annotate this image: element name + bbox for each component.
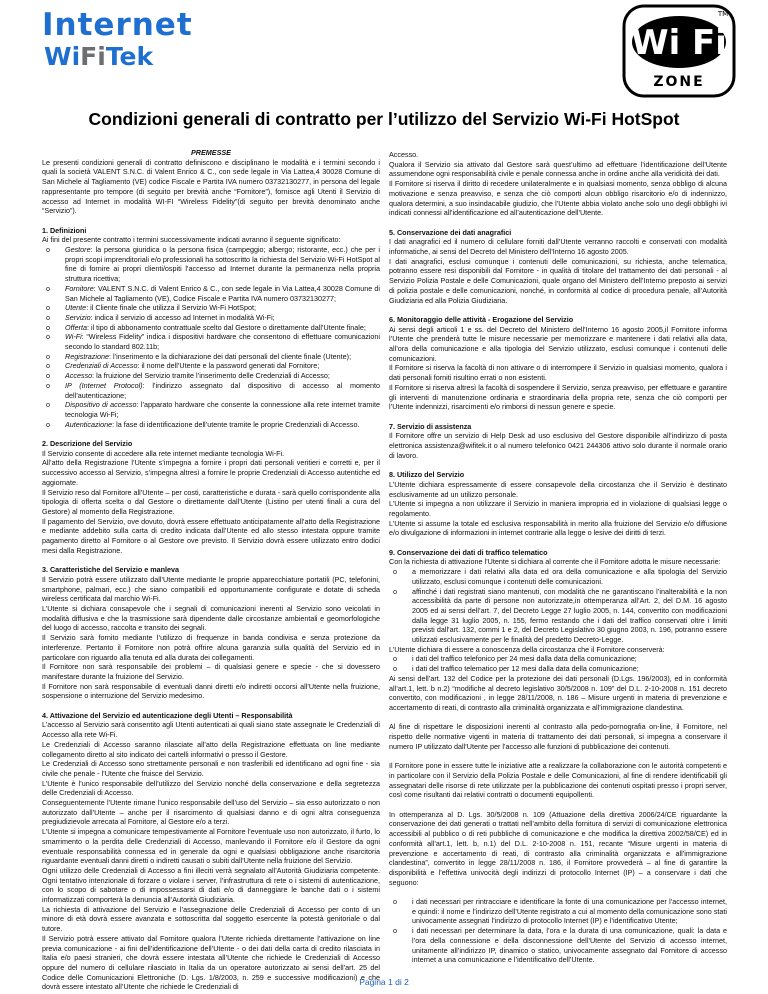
definition-item: o Gestore: la persona giuridica o la persona fisica (campeggio; albergo; ristorante, ecc.) che per i propri scopi imprenditoriali e/o professionali ha sottoscritto la richiesta del Servizio Wi-Fi HotSpot al fine di fornire ai propri clienti/ospiti l’accesso ad Internet durante la permanenza nella propria struttura ricettiva;: [65, 245, 380, 284]
paragraph-pedo-pornografia: Al fine di rispettare le disposizioni inerenti al contrasto alla pedo-pornografia on-line, il Fornitore, nel rispetto delle normative vigenti in materia di trattamento dei dati personali, si impegna a conservare il numero IP utilizzato dall’Utente per l’accesso alle funzioni di pubblicazione dei contenuti.: [389, 722, 727, 751]
section-9-retention-list: [389, 654, 727, 673]
definition-item: o Accesso: la fruizione del Servizio tramite l’inserimento delle Credenziali di Accesso;: [65, 371, 380, 381]
logo-tek: Tek: [105, 42, 154, 71]
premesse-text: Le presenti condizioni generali di contratto definiscono e disciplinano le modalità e i termini secondo i quali la società VALENT S.N.C. di Valent Enrico & C., con sede legale in Via Lattea,4 30028 Comune di San Michele al Tagliamento (VE) codice Fiscale e Partita IVA numero 03732130277, in persona del legale rappresentante pro tempore (di seguito per brevità anche “Fornitore”), fornisce agli Utenti il Servizio di accesso ad Internet in modalità WI-FI “Wireless Fidelity”(di seguito per brevità denominato anche “Servizio”).: [42, 157, 380, 216]
list-item: o i dati necessari per determinare la data, l’ora e la durata di una comunicazione, quali: la data e l’ora della connessione e della disconnessione dell’Utente del Servizio di accesso internet, unitamente all’indirizzo IP, dinamico o statico, univocamente assegnato dal Fornitore di accesso internet a una comunicazione e l’identificativo dell’Utente.: [412, 926, 727, 965]
section-9-intro: Con la richiesta di attivazione l’Utente si dichiara al corrente che il Fornitore adotta le misure necessarie:: [389, 557, 721, 567]
section-4-continued: Accesso. Qualora il Servizio sia attivato dal Gestore sarà quest’ultimo ad effettuare l’identificazione dell’Utente assumendone ogni responsabilità civile e penale connessa anche in ordine anche alla veridicità dei dati. Il Fornitore si riserva il diritto di recedere unilateralmente e in qualsiasi momento, senza obbligo di alcuna motivazione e senza preavviso, e senza che ciò comporti alcun obbligo risarcitorio e/o di indennizzo, qualora determini, a suo insindacabile giudizio, che l’Utente abbia violato anche solo uno degli obblighi ivi indicati connessi all’identificazione ed all’autenticazione dell’Utente.: [389, 150, 727, 218]
left-column: [42, 148, 380, 992]
section-3-heading: 3. Caratteristiche del Servizio e manleva: [42, 565, 180, 575]
section-4-text: L’accesso al Servizio sarà consentito agli Utenti autenticati ai quali siano state assegnate le Credenziali di Accesso alla rete Wi-Fi. Le Credenziali di Accesso saranno rilasciate all’atto della Registrazione effettuata on line mediante collegamento diretto al sito indicato dei cartelli informativi o presso il Gestore. Le Credenziali di Accesso sono strettamente personali e non trasferibili ed identificano ad ogni fine - sia civile che penale - l’Utente che fruisce del Servizio. L’Utente è l’unico responsabile dell’utilizzo del Servizio nonché della conservazione e della segretezza delle Credenziali di Accesso. Conseguentemente l’Utente rimane l’unico responsabile dell’uso del Servizio – sia esso autorizzato o non autorizzato dall’Utente – anche per il risarcimento di qualsiasi danno e di ogni altra conseguenza pregiudizievole arrecata al Fornitore, al Gestore e/o a terzi. L’Utente si impegna a comunicare tempestivamente al Fornitore l’eventuale uso non autorizzato, il furto, lo smarrimento o la perdita delle Credenziali di Accesso, manlevando il Fornitore e/o il Gestore da ogni eventuale responsabilità connessa ed in generale da ogni e qualsiasi obbligazione anche risarcitoria riguardante eventuali danni diretti o indiretti causati o subiti dall’Utente nella fruizione del Servizio. Ogni utilizzo delle Credenziali di Accesso a fini illeciti verrà segnalato all’Autorità Giudiziaria competente. Ogni tentativo intenzionale di forzare o violare i server, l’infrastruttura di rete o i sistemi di autenticazione, con lo scopo di sabotare o di impossessarsi di dati e/o di danneggiare le banche dati o i sistemi informatizzati comporterà la denuncia all’Autorità Giudiziaria. La richiesta di attivazione del Servizio e l’assegnazione delle Credenziali di Accesso per conto di un minore di età dovrà essere avanzata e sottoscritta dal soggetto esercente la potestà genitoriale o dal tutore. Il Servizio potrà essere attivato dal Fornitore qualora l’Utente richieda direttamente l’attivazione on line previa comunicazione - ai fini dell’identificazione dell’Utente - o dei dati della carta di credito rilasciata in Italia e/o paesi stranieri, che dovrà essere intestata all’Utente che richiede le Credenziali di Accesso oppure del numero di cellulare rilasciato in Italia da un operatore autorizzato ai sensi dell’art. 25 del Codice delle Comunicazioni Elettroniche (D. Lgs. 1/8/2003, n. 259 e successive modificazioni) e che dovrà essere intestato all’Utente che richiede le Credenziali di: [42, 720, 380, 992]
section-7-text: Il Fornitore offre un servizio di Help Desk ad uso esclusivo del Gestore disponibile all’indirizzo di posta elettronica assistenza@wifitek.it o al numero telefonico 0421 244306 attivo solo durante il normale orario di lavoro.: [389, 431, 727, 460]
definition-item: o IP (Internet Protocol): l’indirizzo assegnato dal dispositivo di accesso al momento dell’autenticazione;: [65, 381, 380, 400]
definition-item: o Servizio: indica il servizio di accesso ad Internet in modalità Wi-Fi;: [65, 313, 380, 323]
right-column: [389, 150, 727, 965]
definition-item: o Fornitore: VALENT S.N.C. di Valent Enrico & C., con sede legale in Via Lattea,4 30028 Comune di San Michele al Tagliamento (VE), Codice Fiscale e Partita IVA numero 03732130277;: [65, 284, 380, 303]
definition-item: o Dispositivo di accesso: l’apparato hardware che consente la connessione alla rete internet tramite tecnologia Wi-Fi;: [65, 400, 380, 419]
logo-fi: Fi: [80, 42, 106, 71]
definition-item: o Registrazione: l’inserimento e la dichiarazione dei dati personali del cliente finale (Utente);: [65, 352, 380, 362]
list-item: o i dati del traffico telematico per 12 mesi dalla data della comunicazione;: [412, 664, 727, 674]
wifi-zone-badge-icon: [620, 2, 738, 100]
definitions-list: [42, 245, 380, 429]
logo-wi: Wi: [44, 42, 81, 71]
section-1-heading: 1. Definizioni: [42, 225, 87, 235]
section-1-intro: Ai fini del presente contratto i termini successivamente indicati avranno il seguente significato:: [42, 235, 341, 245]
page-number: Pagina 1 di 2: [359, 977, 409, 987]
section-2-heading: 2. Descrizione del Servizio: [42, 439, 133, 449]
page-header: [0, 0, 768, 100]
list-item: o affinché i dati registrati siano mantenuti, con modalità che ne garantiscano l’inalterabilità e la non accessibilità da parte di persone non autorizzate,in ottemperanza all’Art. 2, del D.M. 16 agosto 2005 ed ai sensi dell’art. 7, del Decreto Legge 27 luglio 2005, n. 144, convertito con modificazioni dalla legge 31 luglio 2005, n. 155, fermo restando che i dati del traffico conservati oltre i limiti previsti dall’art. 132, commi 1 e 2, del Decreto Legislativo 30 giugno 2003, n. 196, potranno essere utilizzati esclusivamente per le finalità del predetto Decreto-Legge.: [412, 587, 727, 645]
document-title: Condizioni generali di contratto per l’utilizzo del Servizio Wi-Fi HotSpot: [88, 109, 680, 129]
definition-item: o Utente: il Cliente finale che utilizza il Servizio Wi-Fi HotSpot;: [65, 303, 380, 313]
definition-item: o Credenziali di Accesso: il nome dell’Utente e la password generati dal Fornitore;: [65, 361, 380, 371]
badge-tm-text: TM: [717, 10, 729, 18]
badge-zone-text: ZONE: [653, 74, 705, 90]
section-9-mid: L’Utente dichiara di essere a conoscenza della circostanza che il Fornitore conserverà:: [389, 644, 665, 654]
section-7-heading: 7. Servizio di assistenza: [389, 421, 472, 431]
premesse-heading: PREMESSE: [191, 148, 231, 157]
section-5-heading: 5. Conservazione dei dati anagrafici: [389, 227, 512, 237]
section-5-text: I dati anagrafici ed il numero di cellulare forniti dall’Utente verranno raccolti e conservati con modalità informatiche, ai sensi del Decreto del Ministero dell’Interno 16 agosto 2005. I dati anagrafici, esclusi comunque i contenuti delle comunicazioni, su richiesta, anche telematica, potranno essere resi disponibili dal Fornitore - in qualità di titolare del trattamento dei dati personali - al Servizio Polizia Postale e delle Comunicazioni, quale organo del Ministero dell’Interno preposto ai servizi di polizia postale e delle comunicazioni, nonché, in conformità al codice di procedura penale, all’Autorità Giudiziaria ed alla Polizia Giudiziaria.: [389, 237, 727, 305]
logo-wifitek-text: [42, 43, 193, 71]
paragraph-ottemperanza: In ottemperanza al D. Lgs. 30/5/2008 n. 109 (Attuazione della direttiva 2006/24/CE riguardante la conservazione dei dati generati o trattati nell’ambito della fornitura di servizi di comunicazione elettronica accessibili al pubblico o di reti pubbliche di comunicazione e che modifica la direttiva 2002/58/CE) ed in conformità all’art.1, lett. b, n.1) del D.L. 2-10-2008 n. 151, recante “Misure urgenti in materia di prevenzione e accertamento di reati, di contrasto alla criminalità organizzata e all’immigrazione clandestina”, convertito in legge 28/11/2008 n. 186, il Fornitore provvederà – al fine di garantire la disponibilità e l’effettiva univocità degli indirizzi di protocollo Internet (IP) – a conservare i dati che seguono:: [389, 809, 727, 887]
definition-item: o Autenticazione: la fase di identificazione dell’utente tramite le proprie Credenziali di Accesso.: [65, 420, 380, 430]
section-6-heading: 6. Monitoraggio delle attività - Erogazione del Servizio: [389, 314, 574, 324]
logo-internet-text: Internet: [42, 7, 193, 43]
section-6-text: Ai sensi degli articoli 1 e ss. del Decreto del Ministero dell’Interno 16 agosto 2005,il Fornitore informa l’Utente che prenderà tutte le misure necessarie per memorizzare e mantenere i dati relativi alla data, all’ora della comunicazione e alla tipologia del Servizio utilizzato, esclusi comunque i contenuti delle comunicazioni. Il Fornitore si riserva la facoltà di non attivare o di interrompere il Servizio in qualsiasi momento, qualora i dati personali forniti risultino errati o non esistenti. Il Fornitore si riserva altresì la facoltà di sospendere il Servizio, senza preavviso, per effettuare e garantire gli interventi di manutenzione ordinaria e straordinaria della propria rete, senza che ciò comporti per l’Utente indennizzi, risarcimenti e/o rimborsi di nessun genere e specie.: [389, 324, 727, 412]
definition-item: o Offerta: il tipo di abbonamento contrattuale scelto dal Gestore o direttamente dall’Utente finale;: [65, 323, 380, 333]
section-2-text: Il Servizio consente di accedere alla rete internet mediante tecnologia Wi-Fi. All’atto della Registrazione l’Utente s’impegna a fornire i propri dati personali veritieri e corretti e, per il successivo accesso al Servizio, s’impegna altresì a fornire le proprie Credenziali di Accesso autentiche ed aggiornate. Il Servizio reso dal Fornitore all’Utente – per costi, caratteristiche e durata - sarà quello corrispondente alla tipologia di offerta scelta o dal Gestore o direttamente dall’Utente (Listino per utenti finali a cura del Gestore) al momento della Registrazione. Il pagamento del Servizio, ove dovuto, dovrà essere effettuato anticipatamente all’atto della Registrazione e mediante addebito sulla carta di credito indicata dall’Utente ed allo stesso intestata oppure tramite pagamento diretto al Fornitore o al Gestore ove previsto. Il Servizio dovrà essere utilizzato entro dodici mesi dalla Registrazione.: [42, 448, 380, 555]
section-9-measures-list: [389, 567, 727, 645]
section-4-heading: 4. Attivazione del Servizio ed autenticazione degli Utenti – Responsabilità: [42, 710, 293, 720]
badge-wifi-text: Wi Fi: [631, 23, 727, 63]
section-9-heading: 9. Conservazione dei dati di traffico telematico: [389, 547, 548, 557]
list-item: o a memorizzare i dati relativi alla data ed ora della comunicazione e alla tipologia del Servizio utilizzato, esclusi comunque i contenuti delle comunicazioni.: [412, 567, 727, 586]
section-8-text: L’Utente dichiara espressamente di essere consapevole della circostanza che il Servizio è destinato esclusivamente ad un utilizzo personale. L’Utente si impegna a non utilizzare il Servizio in maniera impropria ed in violazione di qualsiasi legge o regolamento. L’Utente si assume la totale ed esclusiva responsabilità in merito alla fruizione del Servizio e/o diffusione e/o divulgazione di informazioni in internet contrarie alla legge o lesive dei diritti di terzi.: [389, 479, 727, 538]
internet-wifitek-logo: [42, 8, 193, 71]
list-item: o i dati necessari per rintracciare e identificare la fonte di una comunicazione per l’accesso internet, e quindi: il nome e l’indirizzo dell’Utente registrato a cui al momento della comunicazione sono stati univocamente assegnati l’indirizzo di protocollo Internet (IP) e l’identificativo Utente;: [412, 897, 727, 926]
paragraph-collaborazione: Il Fornitore pone in essere tutte le iniziative atte a realizzare la collaborazione con le autorità competenti e in particolare con il Servizio della Polizia Postale e delle Comunicazioni, al fine di rendere identificabili gli assegnatari delle risorse di rete utilizzate per la pubblicazione dei contenuti ospitati presso i propri server, così come risultanti dai relativi contratti o documenti equipollenti.: [389, 761, 727, 800]
list-item: o i dati del traffico telefonico per 24 mesi dalla data della comunicazione;: [412, 654, 727, 664]
section-9-end: Ai sensi dell’art. 132 del Codice per la protezione dei dati personali (D.Lgs. 196/2003), ed in conformità all’art.1, lett. b n.2) “modifiche al decreto legislativo 30/5/2008 n. 109” del D.L. 2-10-2008 n. 151 decreto convertito, con modificazioni , in legge 28/11/2008, n. 186 – Misure urgenti in materia di prevenzione e accertamento di reati, di contrasto alla criminalità organizzata e all’immigrazione clandestina.: [389, 673, 727, 712]
section-8-heading: 8. Utilizzo del Servizio: [389, 470, 465, 480]
data-retained-list: [389, 897, 727, 965]
definition-item: o Wi-Fi: “Wireless Fidelity” indica i dispositivi hardware che consentono di effettuare comunicazioni secondo lo standard 802.11b;: [65, 332, 380, 351]
section-3-text: Il Servizio potrà essere utilizzato dall’Utente mediante le proprie apparecchiature portatili (PC, telefonini, smartphone, palmari, ecc.) che siano compatibili ed opportunamente configurate e dotate di scheda wireless certificata dal marchio Wi-Fi. L’Utente si dichiara consapevole che i segnali di comunicazioni inerenti al Servizio sono veicolati in modalità diffusiva e che la trasmissione sarà dipendente dalle circostanze ambientali e geomorfologiche del luogo di accesso, raccolta e transito dei segnali. Il Servizio sarà fornito mediante l’utilizzo di frequenze in banda condivisa e senza protezione da interferenze. Pertanto il Fornitore non potrà offrire alcuna garanzia sulla qualità del Servizio ed in particolare con riguardo alla tenuta ed alla durata dei collegamenti. Il Fornitore non sarà responsabile dei problemi – di qualsiasi genere e specie - che si dovessero manifestare durante la fruizione del Servizio. Il Fornitore non sarà responsabile di eventuali danni diretti e/o indiretti occorsi all’Utente nella fruizione, sospensione o interruzione del Servizio medesimo.: [42, 574, 380, 701]
